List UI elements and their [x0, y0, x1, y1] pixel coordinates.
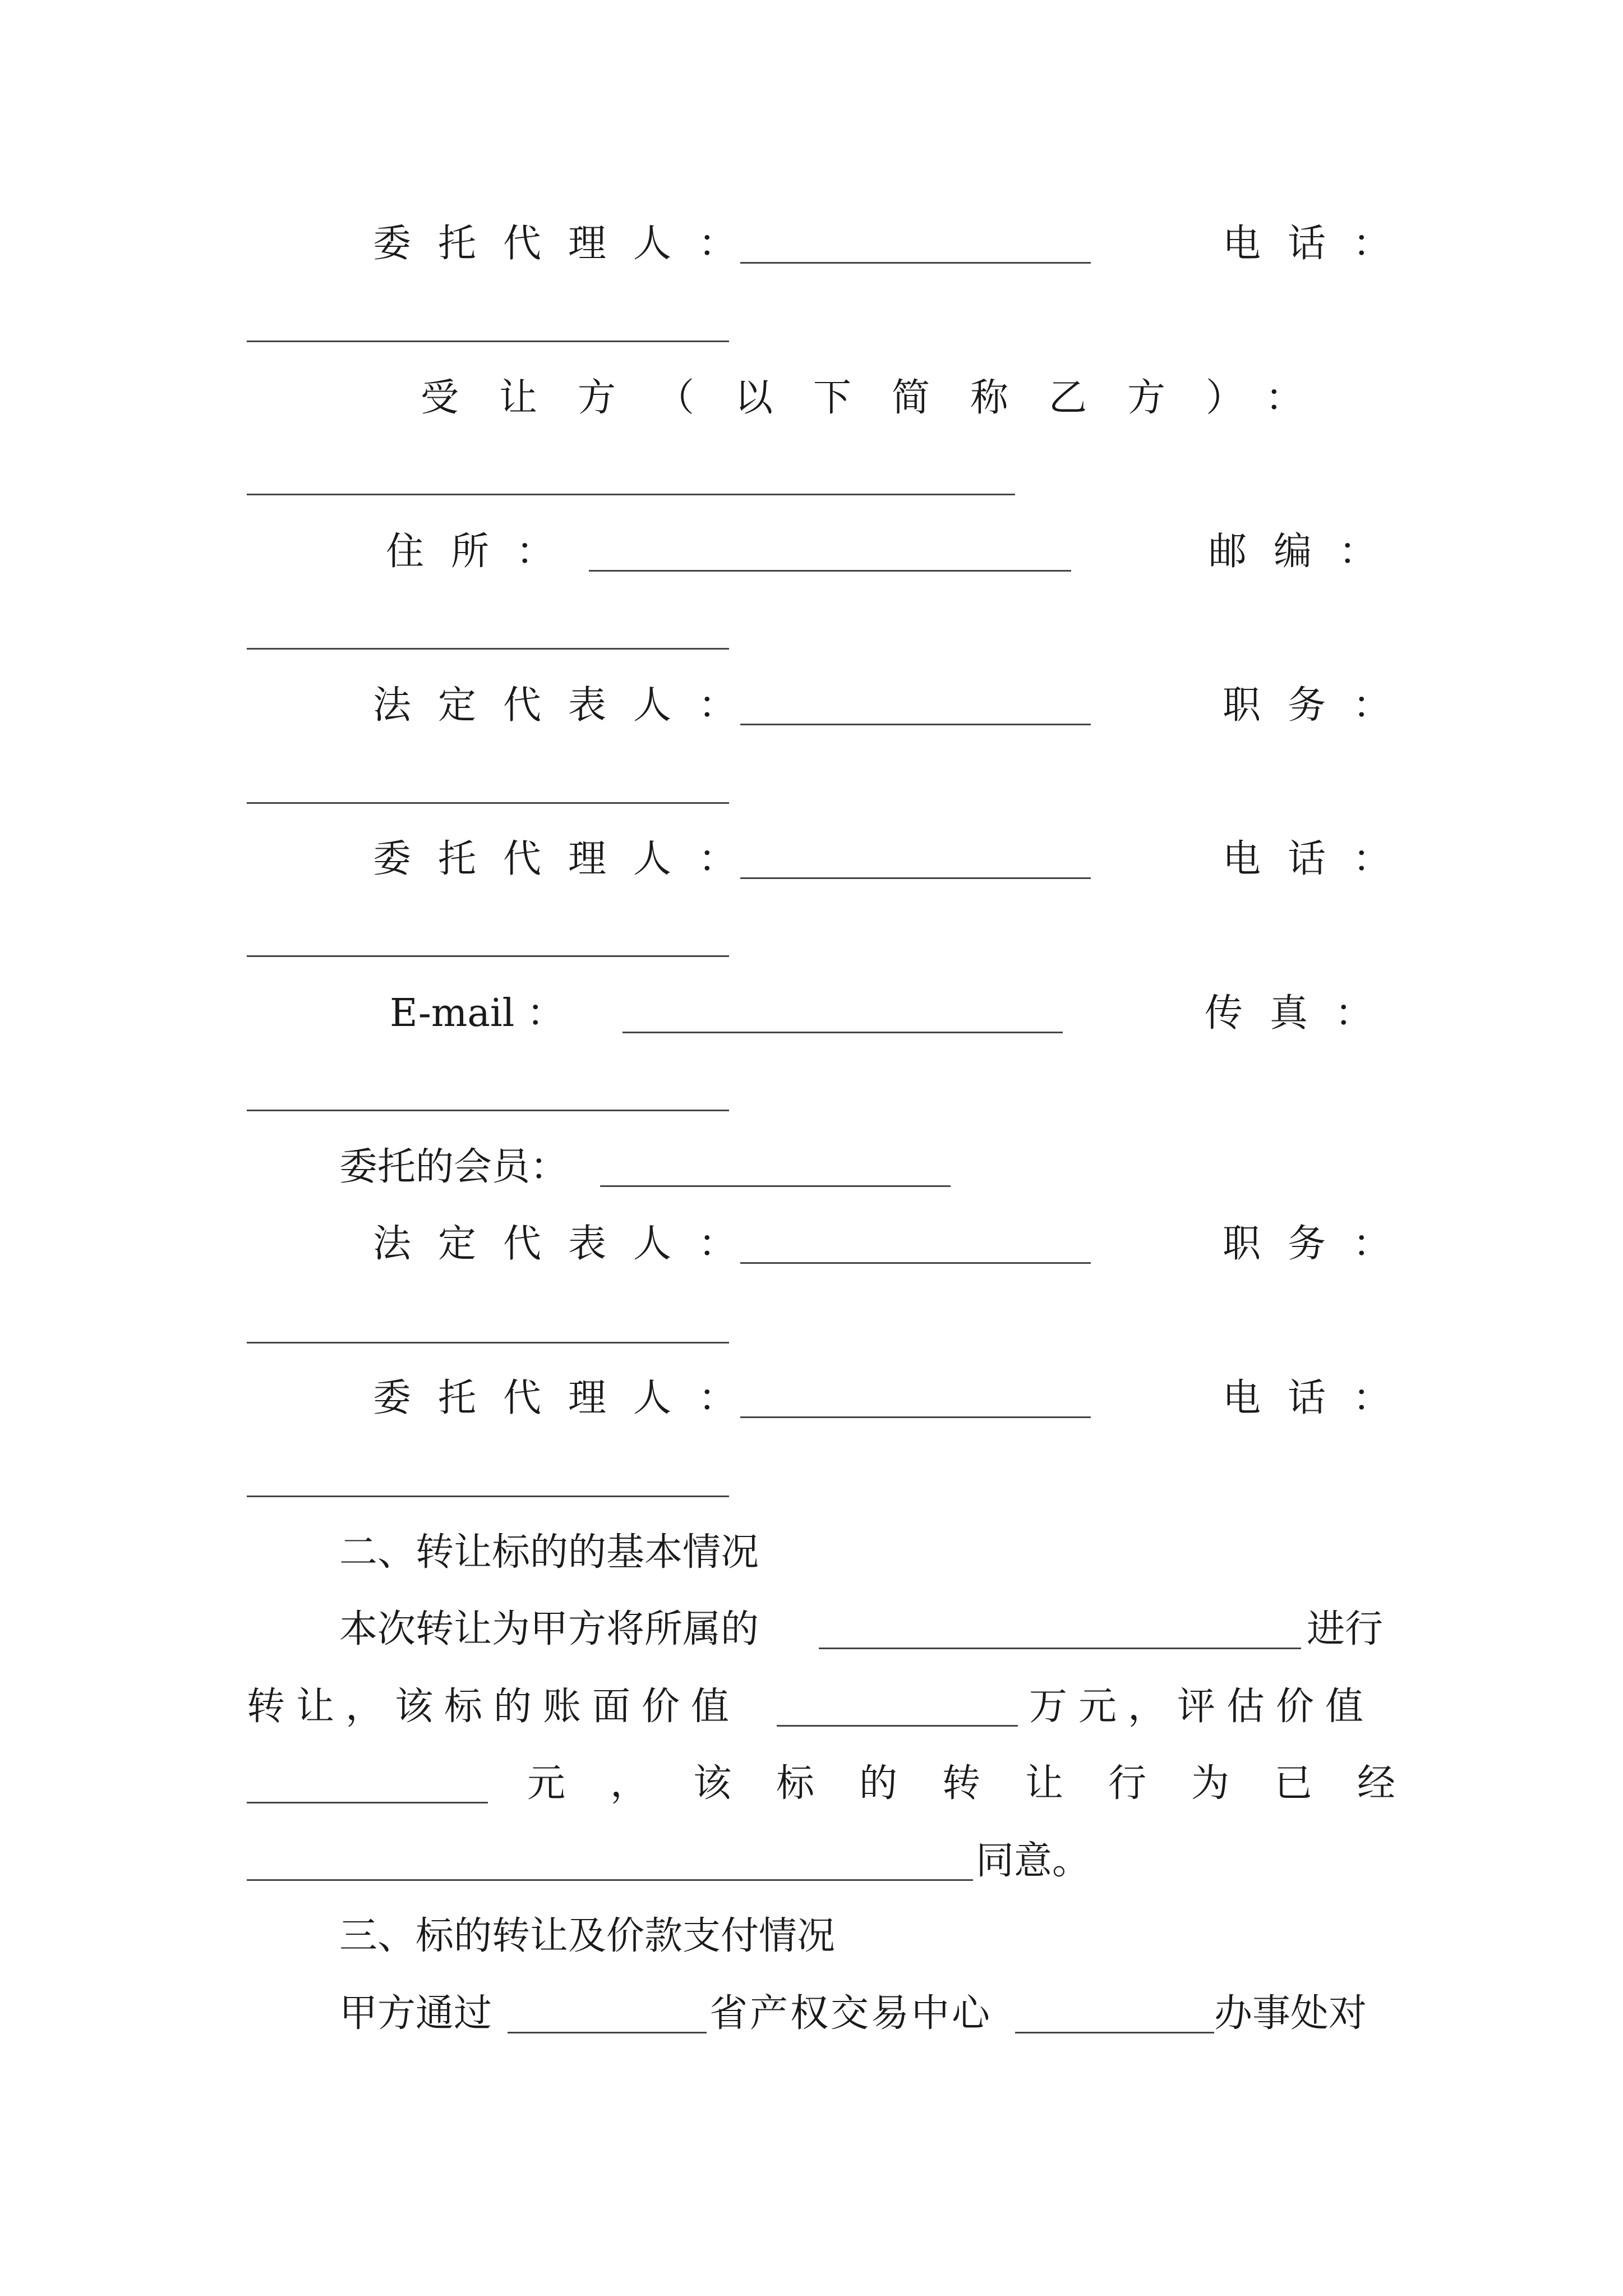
- para2-text-b: 省产权交易中心: [709, 1991, 993, 2036]
- position-blank-2[interactable]: [247, 1342, 729, 1343]
- transferee-label: 受让方（以下简称乙方）：: [421, 376, 1344, 420]
- legal-rep-blank[interactable]: [740, 724, 1091, 725]
- fax-blank[interactable]: [247, 1110, 729, 1111]
- member-blank[interactable]: [600, 1185, 951, 1187]
- email-blank[interactable]: [623, 1032, 1063, 1033]
- legal-rep-label: 法定代表人：: [373, 683, 764, 728]
- para2-text-c: 办事处对: [1214, 1991, 1367, 2036]
- position-label: 职务：: [1223, 683, 1418, 728]
- transferee-blank[interactable]: [247, 494, 1015, 495]
- legal-rep-blank-2[interactable]: [740, 1262, 1091, 1264]
- legal-rep-label-2: 法定代表人：: [373, 1222, 764, 1266]
- agent-blank[interactable]: [740, 262, 1091, 264]
- phone-label-2: 电话：: [1223, 837, 1418, 881]
- para1-text-c: 转让，该标的账面价值: [247, 1685, 741, 1729]
- phone-label: 电话：: [1223, 222, 1418, 266]
- phone-blank-3[interactable]: [247, 1496, 729, 1497]
- position-label-2: 职务：: [1223, 1222, 1418, 1266]
- fax-label: 传真：: [1205, 991, 1400, 1036]
- postcode-label: 邮编：: [1209, 530, 1404, 574]
- address-label: 住所：: [386, 530, 582, 574]
- phone-blank-2[interactable]: [247, 955, 729, 957]
- agent-label-3: 委托代理人：: [373, 1376, 764, 1420]
- para2-blank-office[interactable]: [1015, 2032, 1214, 2033]
- member-label: 委托的会员：: [339, 1145, 569, 1189]
- section-2-heading: 二、转让标的的基本情况: [339, 1530, 759, 1575]
- phone-label-3: 电话：: [1223, 1376, 1418, 1420]
- para1-text-d: 万元，评估价值: [1029, 1685, 1375, 1729]
- para1-blank-book-value[interactable]: [777, 1725, 1018, 1727]
- para1-blank-appraised-value[interactable]: [247, 1802, 488, 1803]
- para2-text-a: 甲方通过: [339, 1991, 492, 2036]
- para1-text-f: 同意。: [976, 1839, 1091, 1883]
- para1-text-b: 进行: [1307, 1607, 1384, 1651]
- phone-blank[interactable]: [247, 341, 729, 342]
- agent-blank-2[interactable]: [740, 877, 1091, 879]
- para1-blank-target[interactable]: [819, 1648, 1301, 1649]
- postcode-blank[interactable]: [247, 648, 729, 650]
- position-blank[interactable]: [247, 802, 729, 804]
- address-blank[interactable]: [589, 570, 1071, 572]
- para2-blank-province[interactable]: [508, 2032, 707, 2033]
- agent-label-2: 委托代理人：: [373, 837, 764, 881]
- agent-blank-3[interactable]: [740, 1416, 1091, 1418]
- section-3-heading: 三、标的转让及价款支付情况: [339, 1914, 836, 1958]
- agent-label: 委托代理人：: [373, 222, 764, 266]
- para1-text-a: 本次转让为甲方将所属的: [339, 1607, 759, 1651]
- email-label: E-mail ：: [390, 991, 565, 1036]
- para1-text-e: 元，该标的转让行为已经: [527, 1761, 1441, 1806]
- para1-blank-approval[interactable]: [247, 1879, 973, 1881]
